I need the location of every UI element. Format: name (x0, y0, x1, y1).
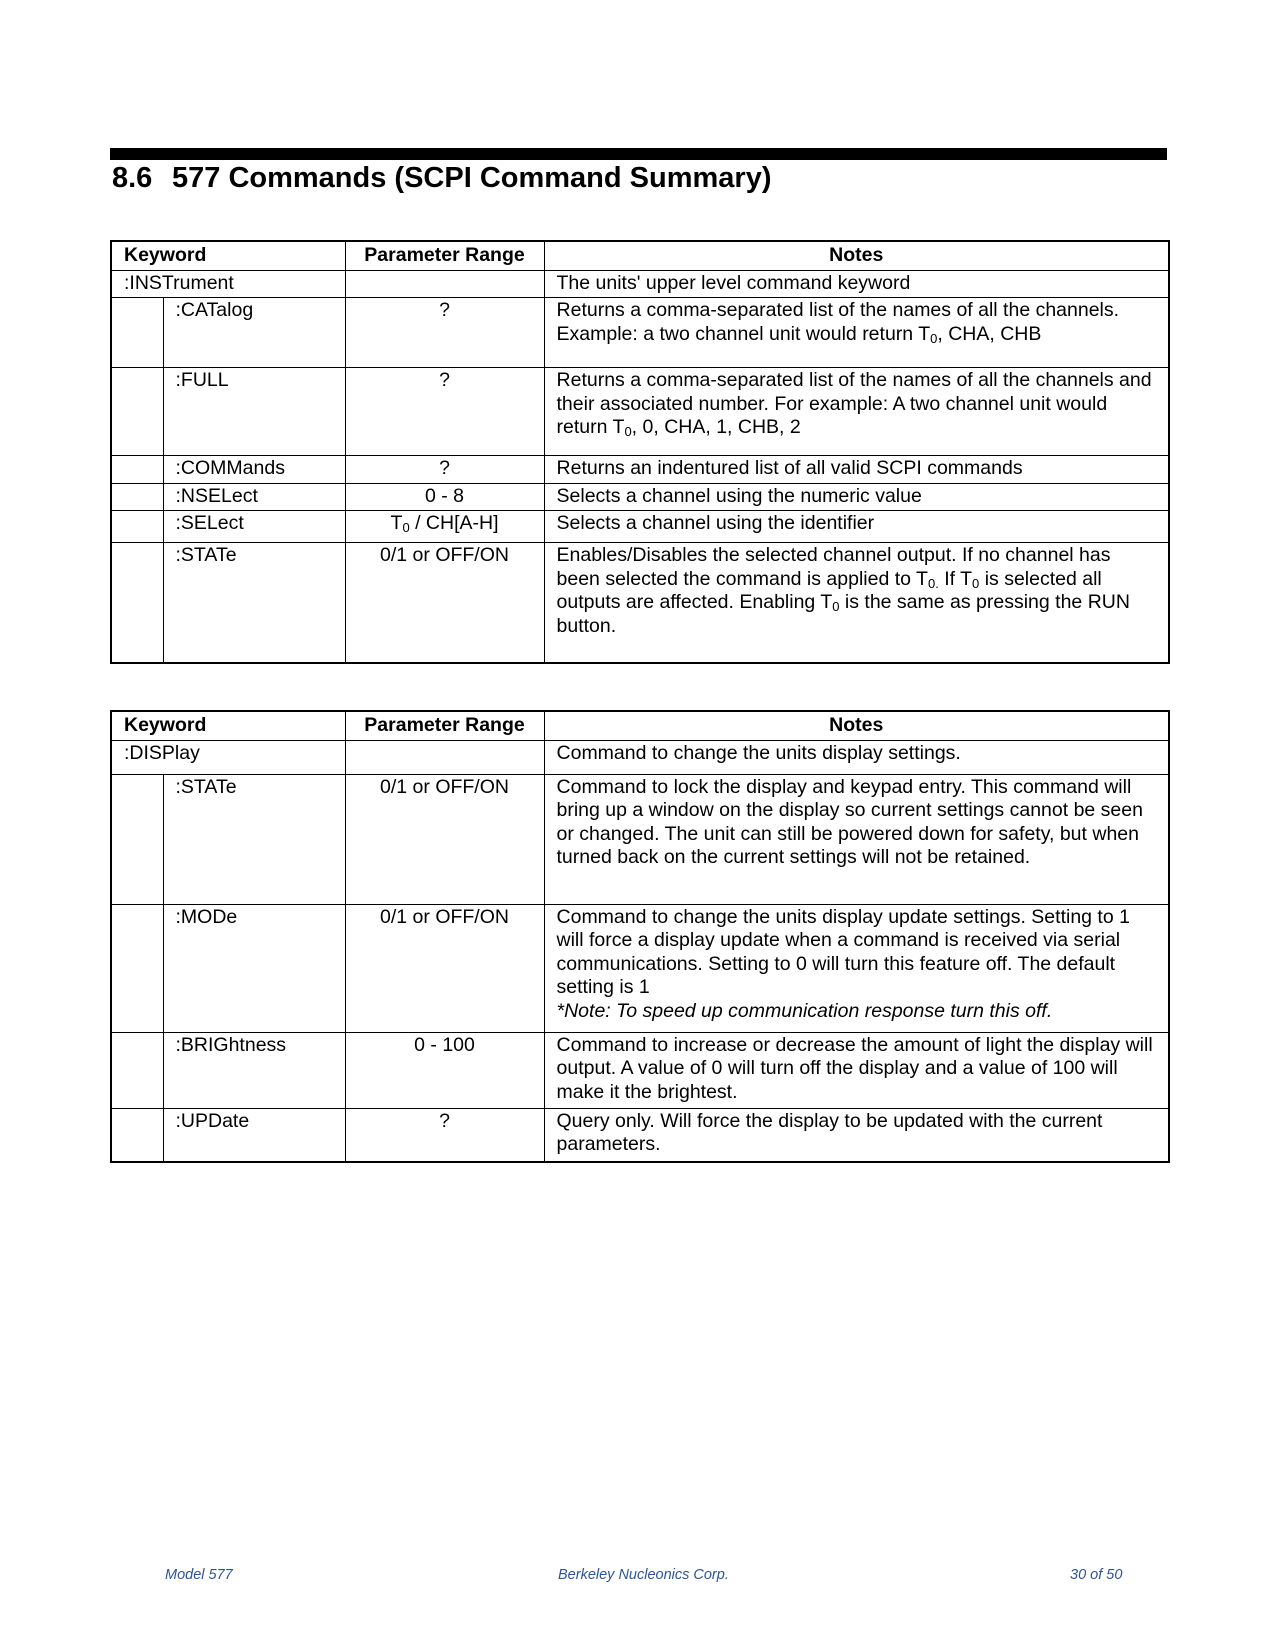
section-rule (110, 148, 1167, 160)
indent-cell (111, 456, 163, 484)
param-cell: 0/1 or OFF/ON (345, 904, 544, 1032)
notes-text: Returns a comma-separated list of the names of all the channels. Example: a two channel unit would return T (556, 299, 1120, 345)
table-header-row (111, 711, 1169, 740)
table-row (111, 298, 1169, 368)
header-notes: Notes (544, 241, 1169, 270)
header-keyword: Keyword (111, 241, 345, 270)
section-heading (112, 162, 771, 195)
notes-cell (544, 543, 1169, 663)
param-cell (345, 740, 544, 774)
param-cell: 0/1 or OFF/ON (345, 774, 544, 904)
param-cell: 0 - 100 (345, 1032, 544, 1108)
indent-cell (111, 774, 163, 904)
instrument-command-table (110, 240, 1170, 664)
footer-model: Model 577 (165, 1567, 233, 1583)
keyword-cell: :COMMands (163, 456, 345, 484)
param-cell: 0 - 8 (345, 483, 544, 511)
notes-cell (544, 298, 1169, 368)
table-row (111, 270, 1169, 298)
param-text: / CH[A-H] (409, 512, 499, 534)
indent-cell (111, 1108, 163, 1162)
keyword-cell: :NSELect (163, 483, 345, 511)
notes-cell: Command to lock the display and keypad entry. This command will bring up a window on the display so current settings cannot be seen or changed. The unit can still be powered down for safety, but when turned back on the current settings will not be retained. (544, 774, 1169, 904)
keyword-cell: :INSTrument (111, 270, 345, 298)
notes-text: is the same as pressing the RUN button. (556, 591, 1130, 637)
notes-text: Enables/Disables the selected channel output. If no channel has been selected the command is applied to T (556, 544, 1111, 590)
indent-cell (111, 483, 163, 511)
table-row (111, 774, 1169, 904)
notes-cell: Selects a channel using the numeric value (544, 483, 1169, 511)
indent-cell (111, 543, 163, 663)
keyword-cell: :FULL (163, 368, 345, 456)
notes-text: , CHA, CHB (937, 322, 1042, 345)
param-cell: ? (345, 298, 544, 368)
header-notes: Notes (544, 711, 1169, 740)
param-cell (345, 270, 544, 298)
table-header-row (111, 241, 1169, 270)
notes-cell (544, 368, 1169, 456)
subscript: 0 (402, 520, 410, 535)
notes-text: If T (938, 567, 973, 590)
keyword-cell: :STATe (163, 774, 345, 904)
keyword-cell: :DISPlay (111, 740, 345, 774)
footer-page-number: 30 of 50 (1070, 1567, 1123, 1583)
table-row (111, 740, 1169, 774)
keyword-cell: :STATe (163, 543, 345, 663)
header-parameter-range: Parameter Range (345, 241, 544, 270)
table-row (111, 543, 1169, 663)
notes-cell: Selects a channel using the identifier (544, 511, 1169, 543)
keyword-cell: :MODe (163, 904, 345, 1032)
param-cell: ? (345, 368, 544, 456)
notes-text: Returns a comma-separated list of the names of all the channels and their associated number. For example: A two channel unit would return T (556, 369, 1152, 438)
notes-cell (544, 904, 1169, 1032)
indent-cell (111, 1032, 163, 1108)
subscript: 0 (972, 575, 980, 591)
display-command-table (110, 710, 1170, 1163)
italic-note: *Note: To speed up communication response turn this off. (556, 999, 1053, 1022)
section-number: 8.6 (112, 162, 153, 194)
param-cell (345, 511, 544, 543)
notes-cell: The units' upper level command keyword (544, 270, 1169, 298)
header-parameter-range: Parameter Range (345, 711, 544, 740)
notes-text: is selected all outputs are affected. Enabling T (556, 567, 1102, 613)
param-cell: ? (345, 1108, 544, 1162)
keyword-cell: :CATalog (163, 298, 345, 368)
notes-text: , 0, CHA, 1, CHB, 2 (631, 416, 801, 438)
keyword-cell: :SELect (163, 511, 345, 543)
notes-cell: Command to change the units display settings. (544, 740, 1169, 774)
subscript: 0 (930, 330, 938, 346)
param-text: T (390, 512, 403, 534)
section-title: 577 Commands (SCPI Command Summary) (172, 162, 772, 194)
table-row (111, 1032, 1169, 1108)
table-row (111, 368, 1169, 456)
indent-cell (111, 511, 163, 543)
indent-cell (111, 368, 163, 456)
notes-cell: Returns an indentured list of all valid SCPI commands (544, 456, 1169, 484)
table-row (111, 1108, 1169, 1162)
param-cell: 0/1 or OFF/ON (345, 543, 544, 663)
keyword-cell: :UPDate (163, 1108, 345, 1162)
keyword-cell: :BRIGhtness (163, 1032, 345, 1108)
param-cell: ? (345, 456, 544, 484)
indent-cell (111, 298, 163, 368)
subscript: 0 (832, 599, 840, 614)
table-row (111, 456, 1169, 484)
notes-text: Command to change the units display update settings. Setting to 1 will force a display update when a command is received via serial communications. Setting to 0 will turn this feature off. The default setting is 1 (556, 905, 1130, 998)
table-row (111, 483, 1169, 511)
indent-cell (111, 904, 163, 1032)
header-keyword: Keyword (111, 711, 345, 740)
table-row (111, 904, 1169, 1032)
table-row (111, 511, 1169, 543)
notes-cell: Command to increase or decrease the amount of light the display will output. A value of 0 will turn off the display and a value of 100 will make it the brightest. (544, 1032, 1169, 1108)
notes-cell: Query only. Will force the display to be updated with the current parameters. (544, 1108, 1169, 1162)
footer-company: Berkeley Nucleonics Corp. (558, 1567, 729, 1583)
subscript: 0 (624, 424, 632, 439)
subscript: 0. (927, 575, 939, 591)
